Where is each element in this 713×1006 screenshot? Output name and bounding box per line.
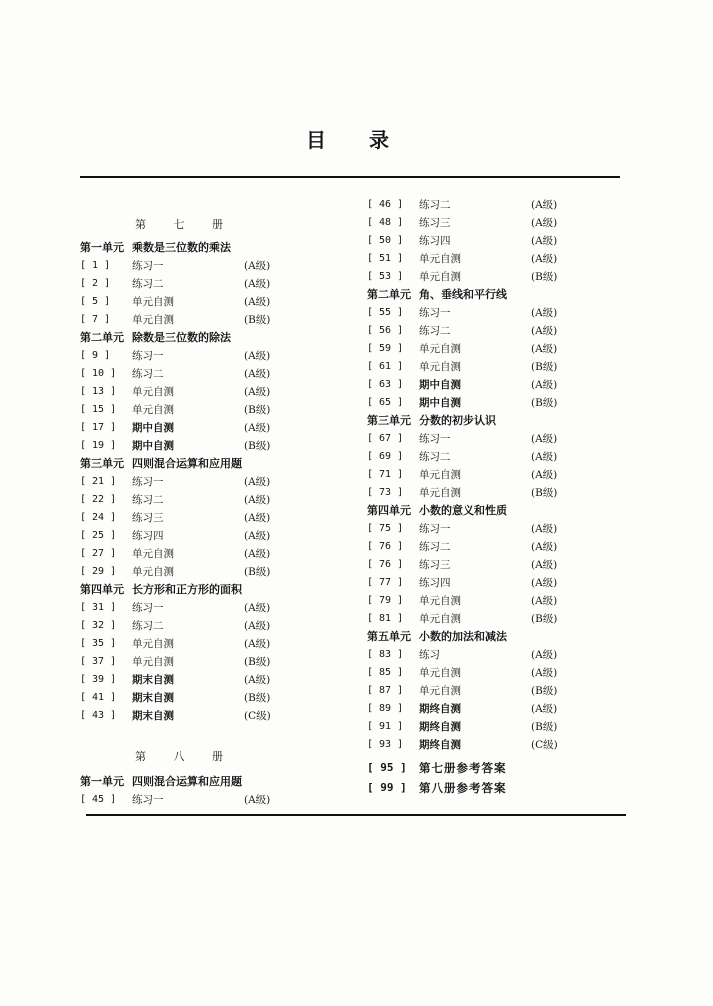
entry-name: 单元自测 bbox=[132, 638, 174, 650]
unit-title: 小数的加法和减法 bbox=[419, 630, 507, 643]
page-number: [ 59 ] bbox=[367, 343, 404, 354]
page-number: [ 67 ] bbox=[367, 433, 404, 444]
entry-level: (A级) bbox=[244, 602, 271, 614]
unit-heading bbox=[80, 455, 290, 473]
entry-name: 期中自测 bbox=[419, 379, 461, 391]
entry-level: (A级) bbox=[531, 379, 558, 391]
page-number: [ 73 ] bbox=[367, 487, 404, 498]
page-number: [ 24 ] bbox=[80, 512, 117, 523]
page-number: [ 32 ] bbox=[80, 620, 117, 631]
page-number: [ 21 ] bbox=[80, 476, 117, 487]
unit-heading bbox=[80, 773, 290, 791]
bottom-divider bbox=[86, 814, 626, 816]
toc-entry[interactable] bbox=[80, 527, 290, 545]
entry-level: (A级) bbox=[244, 548, 271, 560]
unit-heading bbox=[80, 329, 290, 347]
page-number: [ 83 ] bbox=[367, 649, 404, 660]
toc-entry[interactable] bbox=[367, 484, 577, 502]
toc-entry[interactable] bbox=[367, 682, 577, 700]
entry-name: 练习一 bbox=[132, 602, 164, 614]
page-number: [ 46 ] bbox=[367, 199, 404, 210]
entry-name: 练习一 bbox=[132, 476, 164, 488]
toc-entry[interactable] bbox=[80, 617, 290, 635]
toc-entry[interactable] bbox=[367, 430, 577, 448]
page-number: [ 71 ] bbox=[367, 469, 404, 480]
toc-entry[interactable] bbox=[80, 401, 290, 419]
entry-name: 期中自测 bbox=[132, 440, 174, 452]
entry-name: 单元自测 bbox=[419, 487, 461, 499]
entry-name: 期末自测 bbox=[132, 674, 174, 686]
toc-entry[interactable] bbox=[367, 778, 577, 798]
entry-name: 单元自测 bbox=[132, 656, 174, 668]
entry-name: 期末自测 bbox=[132, 692, 174, 704]
toc-entry[interactable] bbox=[80, 275, 290, 293]
page-number: [ 19 ] bbox=[80, 440, 117, 451]
page-number: [ 37 ] bbox=[80, 656, 117, 667]
unit-label: 第一单元 bbox=[80, 241, 124, 254]
entry-name: 期终自测 bbox=[419, 703, 461, 715]
toc-entry[interactable] bbox=[80, 257, 290, 275]
entry-level: (B级) bbox=[244, 314, 271, 326]
toc-entry[interactable] bbox=[367, 610, 577, 628]
page-number: [ 95 ] bbox=[367, 761, 407, 774]
toc-entry[interactable] bbox=[367, 340, 577, 358]
page-number: [ 87 ] bbox=[367, 685, 404, 696]
unit-heading bbox=[367, 628, 577, 646]
entry-level: (A级) bbox=[244, 422, 271, 434]
entry-name: 练习一 bbox=[132, 794, 164, 806]
entry-name: 练习二 bbox=[132, 278, 164, 290]
entry-name: 练习一 bbox=[132, 260, 164, 272]
entry-level: (A级) bbox=[244, 350, 271, 362]
toc-entry[interactable] bbox=[80, 311, 290, 329]
unit-label: 第四单元 bbox=[80, 583, 124, 596]
entry-name: 单元自测 bbox=[419, 685, 461, 697]
page-number: [ 5 ] bbox=[80, 296, 111, 307]
entry-level: (B级) bbox=[244, 566, 271, 578]
entry-level: (A级) bbox=[531, 199, 558, 211]
entry-level: (A级) bbox=[531, 703, 558, 715]
toc-entry[interactable] bbox=[80, 545, 290, 563]
entry-name: 练习二 bbox=[132, 620, 164, 632]
entry-level: (A级) bbox=[531, 667, 558, 679]
entry-level: (A级) bbox=[531, 451, 558, 463]
unit-title: 长方形和正方形的面积 bbox=[132, 583, 242, 596]
entry-name: 练习三 bbox=[419, 217, 451, 229]
unit-title: 四则混合运算和应用题 bbox=[132, 457, 242, 470]
page-number: [ 89 ] bbox=[367, 703, 404, 714]
entry-level: (A级) bbox=[531, 541, 558, 553]
entry-name: 练习二 bbox=[419, 199, 451, 211]
entry-level: (B级) bbox=[244, 440, 271, 452]
toc-entry[interactable] bbox=[80, 635, 290, 653]
entry-level: (B级) bbox=[244, 656, 271, 668]
entry-level: (A级) bbox=[531, 325, 558, 337]
unit-label: 第二单元 bbox=[80, 331, 124, 344]
unit-label: 第三单元 bbox=[80, 457, 124, 470]
entry-name: 练习三 bbox=[419, 559, 451, 571]
page-number: [ 27 ] bbox=[80, 548, 117, 559]
entry-name: 练习二 bbox=[419, 325, 451, 337]
page-number: [ 81 ] bbox=[367, 613, 404, 624]
entry-level: (A级) bbox=[244, 512, 271, 524]
toc-entry[interactable] bbox=[367, 394, 577, 412]
toc-entry[interactable] bbox=[80, 491, 290, 509]
entry-level: (A级) bbox=[531, 253, 558, 265]
entry-name: 期中自测 bbox=[419, 397, 461, 409]
page-number: [ 15 ] bbox=[80, 404, 117, 415]
toc-right-column bbox=[367, 196, 577, 798]
page-number: [ 45 ] bbox=[80, 794, 117, 805]
page-number: [ 79 ] bbox=[367, 595, 404, 606]
top-divider bbox=[80, 176, 620, 178]
page-number: [ 65 ] bbox=[367, 397, 404, 408]
toc-entry[interactable] bbox=[80, 347, 290, 365]
entry-level: (A级) bbox=[531, 307, 558, 319]
toc-entry[interactable] bbox=[367, 214, 577, 232]
entry-name: 练习二 bbox=[132, 368, 164, 380]
toc-entry[interactable] bbox=[367, 556, 577, 574]
entry-name: 单元自测 bbox=[419, 361, 461, 373]
page-number: [ 7 ] bbox=[80, 314, 111, 325]
toc-entry[interactable] bbox=[367, 646, 577, 664]
entry-name: 练习二 bbox=[132, 494, 164, 506]
entry-name: 练习四 bbox=[419, 235, 451, 247]
entry-level: (A级) bbox=[244, 386, 271, 398]
unit-heading bbox=[80, 239, 290, 257]
entry-level: (A级) bbox=[531, 595, 558, 607]
book-heading: 第 七 册 bbox=[135, 218, 235, 231]
toc-entry[interactable] bbox=[80, 365, 290, 383]
toc-entry[interactable] bbox=[80, 791, 290, 809]
entry-name: 期终自测 bbox=[419, 739, 461, 751]
page-number: [ 43 ] bbox=[80, 710, 117, 721]
page-number: [ 1 ] bbox=[80, 260, 111, 271]
toc-entry[interactable] bbox=[367, 718, 577, 736]
entry-level: (A级) bbox=[244, 296, 271, 308]
entry-name: 单元自测 bbox=[419, 667, 461, 679]
entry-name: 练习二 bbox=[419, 541, 451, 553]
page-number: [ 55 ] bbox=[367, 307, 404, 318]
page-number: [ 22 ] bbox=[80, 494, 117, 505]
entry-name: 练习一 bbox=[419, 307, 451, 319]
page-number: [ 56 ] bbox=[367, 325, 404, 336]
unit-label: 第五单元 bbox=[367, 630, 411, 643]
unit-label: 第三单元 bbox=[367, 414, 411, 427]
entry-name: 练习一 bbox=[419, 433, 451, 445]
entry-level: (B级) bbox=[531, 613, 558, 625]
entry-level: (B级) bbox=[531, 685, 558, 697]
page-number: [ 76 ] bbox=[367, 559, 404, 570]
toc-entry[interactable] bbox=[80, 473, 290, 491]
entry-name: 单元自测 bbox=[419, 613, 461, 625]
page-number: [ 76 ] bbox=[367, 541, 404, 552]
entry-level: (A级) bbox=[244, 530, 271, 542]
entry-name: 练习三 bbox=[132, 512, 164, 524]
toc-entry[interactable] bbox=[80, 599, 290, 617]
page-number: [ 29 ] bbox=[80, 566, 117, 577]
entry-level: (B级) bbox=[531, 361, 558, 373]
page-number: [ 2 ] bbox=[80, 278, 111, 289]
page-number: [ 10 ] bbox=[80, 368, 117, 379]
entry-level: (C级) bbox=[531, 739, 558, 751]
unit-title: 分数的初步认识 bbox=[419, 414, 496, 427]
entry-level: (A级) bbox=[244, 674, 271, 686]
page-number: [ 61 ] bbox=[367, 361, 404, 372]
entry-level: (A级) bbox=[531, 433, 558, 445]
entry-level: (A级) bbox=[531, 235, 558, 247]
entry-name: 单元自测 bbox=[419, 595, 461, 607]
entry-name: 练习二 bbox=[419, 451, 451, 463]
toc-entry[interactable] bbox=[80, 509, 290, 527]
entry-level: (A级) bbox=[244, 368, 271, 380]
entry-name: 第八册参考答案 bbox=[419, 781, 507, 795]
entry-level: (B级) bbox=[244, 404, 271, 416]
entry-name: 单元自测 bbox=[132, 548, 174, 560]
page-number: [ 39 ] bbox=[80, 674, 117, 685]
toc-entry[interactable] bbox=[367, 376, 577, 394]
entry-name: 练习一 bbox=[419, 523, 451, 535]
toc-entry[interactable] bbox=[80, 689, 290, 707]
toc-left-column bbox=[80, 211, 290, 809]
page-number: [ 51 ] bbox=[367, 253, 404, 264]
toc-entry[interactable] bbox=[367, 538, 577, 556]
entry-level: (A级) bbox=[244, 620, 271, 632]
unit-label: 第二单元 bbox=[367, 288, 411, 301]
toc-entry[interactable] bbox=[80, 383, 290, 401]
entry-level: (A级) bbox=[244, 638, 271, 650]
entry-name: 单元自测 bbox=[132, 566, 174, 578]
unit-title: 除数是三位数的除法 bbox=[132, 331, 231, 344]
toc-entry[interactable] bbox=[367, 592, 577, 610]
unit-title: 小数的意义和性质 bbox=[419, 504, 507, 517]
entry-name: 练习四 bbox=[132, 530, 164, 542]
toc-entry[interactable] bbox=[367, 304, 577, 322]
toc-entry[interactable] bbox=[367, 322, 577, 340]
entry-level: (C级) bbox=[244, 710, 271, 722]
page-number: [ 63 ] bbox=[367, 379, 404, 390]
entry-level: (A级) bbox=[244, 476, 271, 488]
entry-level: (B级) bbox=[244, 692, 271, 704]
toc-entry[interactable] bbox=[367, 574, 577, 592]
page-number: [ 17 ] bbox=[80, 422, 117, 433]
toc-entry[interactable] bbox=[80, 437, 290, 455]
page-number: [ 93 ] bbox=[367, 739, 404, 750]
entry-name: 期终自测 bbox=[419, 721, 461, 733]
entry-level: (A级) bbox=[244, 278, 271, 290]
page-number: [ 31 ] bbox=[80, 602, 117, 613]
entry-name: 单元自测 bbox=[419, 253, 461, 265]
entry-level: (A级) bbox=[531, 469, 558, 481]
page-number: [ 13 ] bbox=[80, 386, 117, 397]
entry-level: (A级) bbox=[531, 559, 558, 571]
entry-level: (B级) bbox=[531, 487, 558, 499]
unit-label: 第一单元 bbox=[80, 775, 124, 788]
entry-level: (B级) bbox=[531, 721, 558, 733]
toc-entry[interactable] bbox=[367, 358, 577, 376]
toc-entry[interactable] bbox=[367, 196, 577, 214]
entry-name: 单元自测 bbox=[132, 314, 174, 326]
page-number: [ 77 ] bbox=[367, 577, 404, 588]
entry-level: (A级) bbox=[244, 260, 271, 272]
entry-name: 第七册参考答案 bbox=[419, 761, 507, 775]
toc-entry[interactable] bbox=[367, 758, 577, 778]
page-number: [ 91 ] bbox=[367, 721, 404, 732]
unit-heading bbox=[367, 412, 577, 430]
toc-entry[interactable] bbox=[80, 293, 290, 311]
page-number: [ 48 ] bbox=[367, 217, 404, 228]
unit-heading bbox=[367, 502, 577, 520]
toc-entry[interactable] bbox=[367, 664, 577, 682]
book-heading: 第 八 册 bbox=[135, 750, 235, 763]
entry-level: (A级) bbox=[531, 217, 558, 229]
entry-level: (A级) bbox=[531, 343, 558, 355]
entry-level: (B级) bbox=[531, 271, 558, 283]
page-title: 目 录 bbox=[306, 128, 407, 152]
entry-name: 单元自测 bbox=[419, 343, 461, 355]
toc-entry[interactable] bbox=[80, 671, 290, 689]
page-number: [ 41 ] bbox=[80, 692, 117, 703]
entry-name: 单元自测 bbox=[132, 386, 174, 398]
page-number: [ 85 ] bbox=[367, 667, 404, 678]
entry-level: (A级) bbox=[244, 794, 271, 806]
toc-entry[interactable] bbox=[367, 232, 577, 250]
entry-name: 练习四 bbox=[419, 577, 451, 589]
entry-level: (A级) bbox=[531, 649, 558, 661]
toc-entry[interactable] bbox=[80, 419, 290, 437]
entry-name: 期中自测 bbox=[132, 422, 174, 434]
toc-entry[interactable] bbox=[367, 736, 577, 754]
toc-entry[interactable] bbox=[367, 700, 577, 718]
entry-name: 单元自测 bbox=[419, 469, 461, 481]
unit-title: 乘数是三位数的乘法 bbox=[132, 241, 231, 254]
toc-entry[interactable] bbox=[367, 520, 577, 538]
page-number: [ 9 ] bbox=[80, 350, 111, 361]
entry-name: 单元自测 bbox=[132, 404, 174, 416]
toc-entry[interactable] bbox=[80, 563, 290, 581]
entry-level: (B级) bbox=[531, 397, 558, 409]
toc-entry[interactable] bbox=[80, 653, 290, 671]
toc-entry[interactable] bbox=[367, 268, 577, 286]
entry-level: (A级) bbox=[244, 494, 271, 506]
page-number: [ 75 ] bbox=[367, 523, 404, 534]
page-number: [ 99 ] bbox=[367, 781, 407, 794]
page-number: [ 35 ] bbox=[80, 638, 117, 649]
page-number: [ 50 ] bbox=[367, 235, 404, 246]
toc-entry[interactable] bbox=[367, 250, 577, 268]
entry-name: 单元自测 bbox=[132, 296, 174, 308]
entry-name: 单元自测 bbox=[419, 271, 461, 283]
entry-name: 练习 bbox=[419, 649, 440, 661]
toc-entry[interactable] bbox=[80, 707, 290, 725]
toc-entry[interactable] bbox=[367, 448, 577, 466]
unit-heading bbox=[367, 286, 577, 304]
unit-heading bbox=[80, 581, 290, 599]
page-number: [ 53 ] bbox=[367, 271, 404, 282]
page-number: [ 69 ] bbox=[367, 451, 404, 462]
unit-label: 第四单元 bbox=[367, 504, 411, 517]
entry-level: (A级) bbox=[531, 577, 558, 589]
unit-title: 四则混合运算和应用题 bbox=[132, 775, 242, 788]
unit-title: 角、垂线和平行线 bbox=[419, 288, 507, 301]
entry-level: (A级) bbox=[531, 523, 558, 535]
toc-entry[interactable] bbox=[367, 466, 577, 484]
page-number: [ 25 ] bbox=[80, 530, 117, 541]
entry-name: 期末自测 bbox=[132, 710, 174, 722]
entry-name: 练习一 bbox=[132, 350, 164, 362]
